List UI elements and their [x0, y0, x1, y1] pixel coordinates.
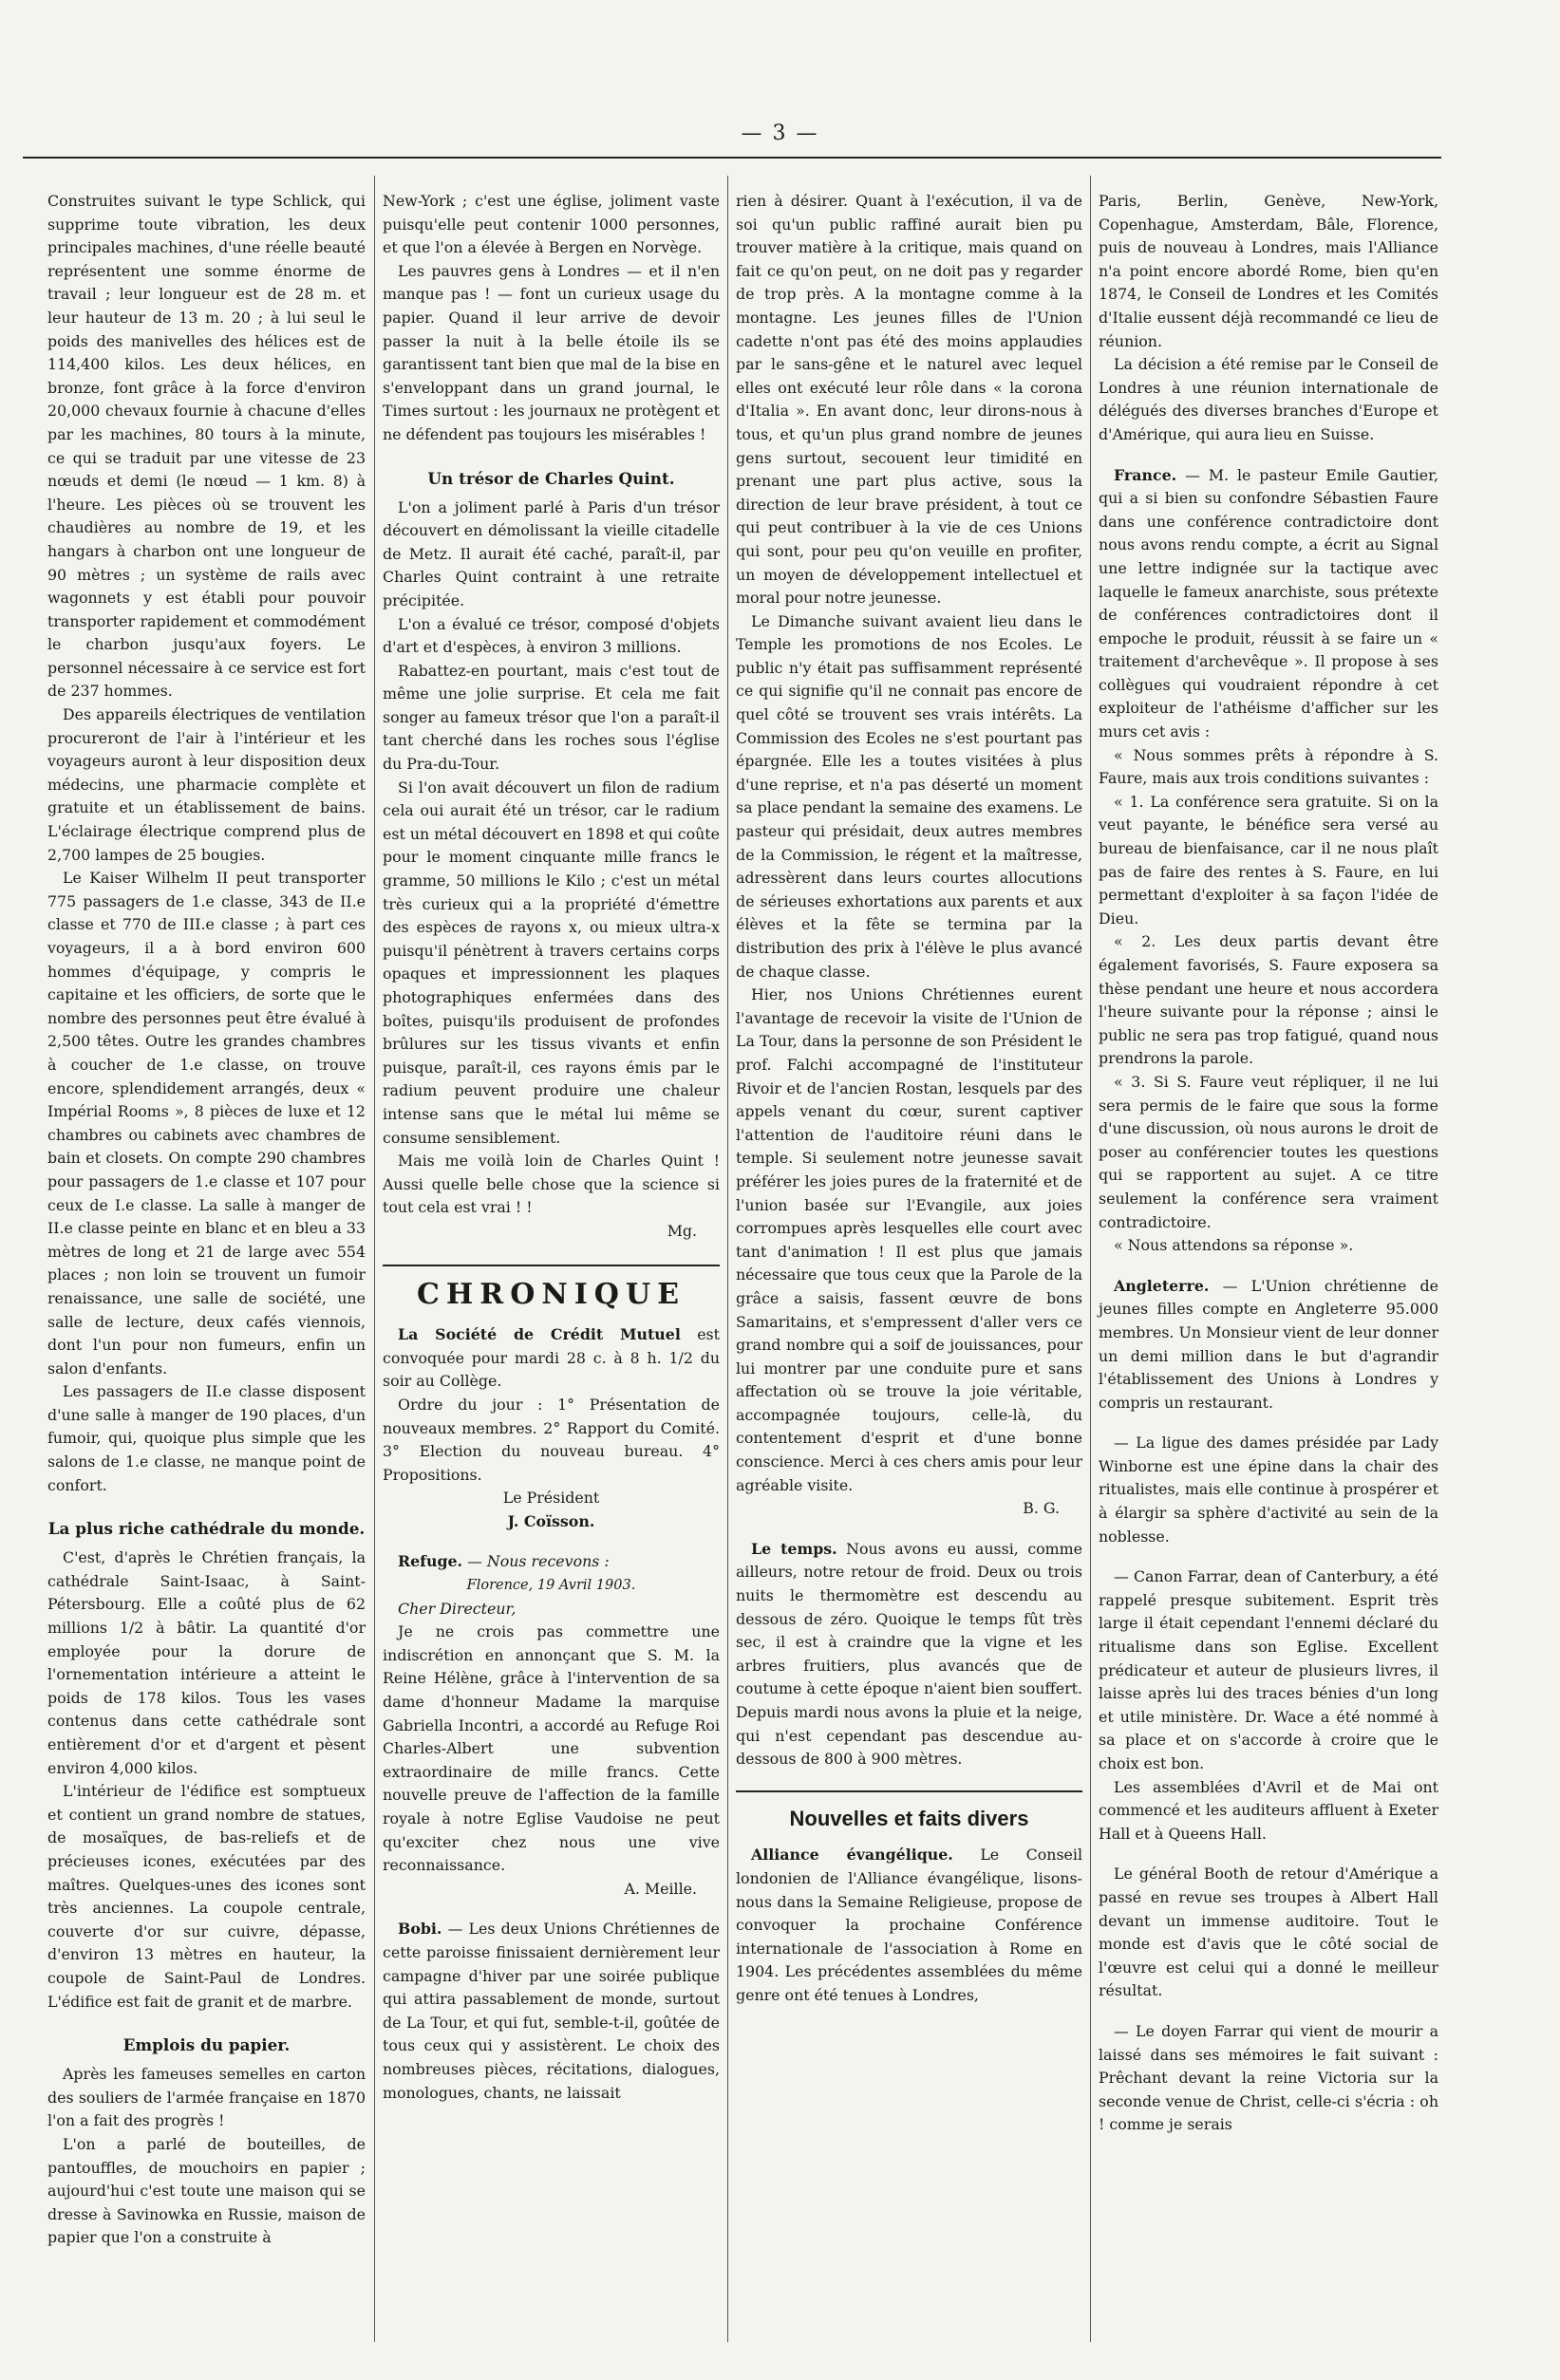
column-divider — [727, 176, 728, 2342]
article-heading: La plus riche cathédrale du monde. — [47, 1519, 366, 1539]
item-lead: France. — [1114, 465, 1177, 484]
item-lead: Alliance évangélique. — [751, 1846, 953, 1865]
item-lead: Refuge. — [398, 1552, 463, 1571]
paragraph: rien à désirer. Quant à l'exécution, il va de soi qu'un public raffiné aurait bien pu trouver matière à la critique, mais quand on fait ce qu'on peut, on ne doit pas y regarder de trop près. A la montagne comme à la montagne. Les jeunes filles de l'Union cadette n'ont pas été des moins applaudies par le sans-gêne et le naturel avec lequel elles ont exécuté leur rôle dans « la corona d'Italia ». En avant donc, leur dirons-nous à tous, et qu'un plus grand nombre de jeunes gens surtout, secouent leur timidité en prenant une part plus active, sous la direction de leur brave président, à tout ce qui peut contribuer à la vie de ces Unions qui sont, pour peu qu'on veuille en profiter, un moyen de développement intellectuel et moral pour notre jeunesse. — [736, 192, 1082, 608]
column-4 — [1099, 190, 1438, 2137]
column-divider — [374, 176, 375, 2342]
section-heading-nouvelles: Nouvelles et faits divers — [736, 1790, 1082, 1831]
chronique-heading: CHRONIQUE — [383, 1265, 720, 1307]
column-1 — [47, 190, 366, 2250]
article-heading: Un trésor de Charles Quint. — [427, 468, 675, 488]
signature: A. Meille. — [624, 1879, 697, 1898]
item-text: — M. le pasteur Emile Gautier, qui a si bien su confondre Sébastien Faure dans une conférence contradictoire dont nous avons rendu compte, a écrit au Signal une lettre indignée sur la tactique avec laquelle le fameux anarchiste, sous prétexte de conférences contradictoires dont il empoche le produit, réussit à se faire un « traitement d'archevêque ». Il propose à ses collègues qui voudraient répondre à cet exploiteur de l'athéisme d'afficher sur les murs cet avis : — [1099, 465, 1438, 741]
item-lead: La Société de Crédit Mutuel — [398, 1325, 681, 1344]
column-3 — [736, 190, 1082, 2008]
paragraph: Le général Booth de retour d'Amérique a passé en revue ses troupes à Albert Hall devant un immense auditoire. Tout le monde est d'avis que le côté social de l'œuvre est celui qui a donné le meilleur résultat. — [1099, 1865, 1438, 2000]
paragraph: — Canon Farrar, dean of Canterbury, a été rappelé presque subitement. Esprit très large il était cependant l'ennemi déclaré du ritualisme dans son Eglise. Excellent prédicateur et auteur de plusieurs livres, il laisse après lui des traces bénies d'un long et utile ministère. Dr. Wace a été nommé à sa place et on s'accorde à croire que le choix est bon. — [1099, 1567, 1438, 1772]
article-heading: Emplois du papier. — [122, 2035, 291, 2055]
item-text: Nous avons eu aussi, comme ailleurs, notre retour de froid. Deux ou trois nuits le thermomètre est descendu au dessous de zéro. Quoique le temps fût très sec, il est à craindre que la vigne et les arbres fruitiers, plus avancés que de coutume à cette époque n'aient bien souffert. Depuis mardi nous avons la pluie et la neige, qui n'est cependant pas descendue au-dessous de 800 à 900 mètres. — [736, 1539, 1082, 1769]
paragraph: Rabattez-en pourtant, mais c'est tout de même une jolie surprise. Et cela me fait songer au fameux trésor que l'on a paraît-il tant cherché dans les roches sous l'église du Pra-du-Tour. — [383, 661, 720, 774]
salutation: Cher Directeur, — [398, 1599, 517, 1618]
paragraph: « 3. Si S. Faure veut répliquer, il ne lui sera permis de le faire que sous la forme d'une discussion, où nous aurons le droit de poser au conférencier toutes les questions qui se rapportent au sujet. A ce titre seulement la conférence sera vraiment contradictoire. — [1099, 1072, 1438, 1231]
paragraph: Si l'on avait découvert un filon de radium cela oui aurait été un trésor, car le radium est un métal découvert en 1898 et qui coûte pour le moment cinquante mille francs le gramme, 50 millions le Kilo ; c'est un métal très curieux qui a la propriété d'émettre des espèces de rayons x, ou mieux ultra-x puisqu'il pénètrent à travers certains corps opaques et impressionnent les plaques photographiques enfermées dans des boîtes, puisqu'ils produisent de profondes brûlures sur les tissus vivants et enfin puisque, paraît-il, ces rayons émis par le radium peuvent produire une chaleur intense sans que le métal lui même se consume sensiblement. — [383, 778, 720, 1147]
paragraph: Les passagers de II.e classe disposent d'une salle à manger de 190 places, d'un fumoir, qui, quoique plus simple que les salons de 1.e classe, ne manque point de confort. — [47, 1382, 366, 1494]
paragraph: L'on a joliment parlé à Paris d'un trésor découvert en démolissant la vieille citadelle de Metz. Il aurait été caché, paraît-il, par Charles Quint contraint à une retraite précipitée. — [383, 497, 720, 609]
paragraph: « Nous attendons sa réponse ». — [1114, 1236, 1354, 1255]
paragraph: Des appareils électriques de ventilation procureront de l'air à l'intérieur et les voyageurs auront à leur disposition deux médecins, une pharmacie complète et gratuite et un établissement de bains. L'éclairage électrique comprend plus de 2,700 lampes de 25 bougies. — [47, 705, 366, 864]
signature: Mg. — [667, 1221, 697, 1240]
paragraph: Les assemblées d'Avril et de Mai ont commencé et les auditeurs affluent à Exeter Hall et à Queens Hall. — [1099, 1777, 1438, 1843]
page-number: — 3 — — [741, 122, 819, 145]
paragraph: L'on a parlé de bouteilles, de pantouffles, de mouchoirs en papier ; aujourd'hui c'est toute une maison qui se dresse à Savinowka en Russie, maison de papier que l'on a construite à — [47, 2134, 366, 2247]
paragraph: Ordre du jour : 1° Présentation de nouveaux membres. 2° Rapport du Comité. 3° Election du nouveau bureau. 4° Propositions. — [383, 1395, 720, 1484]
column-divider — [1090, 176, 1091, 2342]
paragraph: Je ne crois pas commettre une indiscrétion en annonçant que S. M. la Reine Hélène, grâce à l'intervention de sa dame d'honneur Madame la marquise Gabriella Incontri, a accordé au Refuge Roi Charles-Albert une subvention extraordinaire de mille francs. Cette nouvelle preuve de l'affection de la famille royale à notre Eglise Vaudoise ne peut qu'exciter chez nous une vive reconnaissance. — [383, 1622, 720, 1875]
column-2 — [383, 190, 720, 2105]
paragraph: New-York ; c'est une église, joliment vaste puisqu'elle peut contenir 1000 personnes, et que l'on a élevée à Bergen en Norvège. — [383, 192, 720, 257]
paragraph: La décision a été remise par le Conseil de Londres à une réunion internationale de délégués des diverses branches d'Europe et d'Amérique, qui aura lieu en Suisse. — [1099, 355, 1438, 443]
header-rule — [23, 157, 1441, 159]
paragraph: L'intérieur de l'édifice est somptueux et contient un grand nombre de statues, de mosaïques, de bas-reliefs et de précieuses icones, exécutées par des maîtres. Quelques-unes des icones sont très anciennes. La coupole centrale, couverte d'or sur cuivre, dépasse, d'environ 13 mètres en hauteur, la coupole de Saint-Paul de Londres. L'édifice est fait de granit et de marbre. — [47, 1782, 366, 2011]
signature: J. Coïsson. — [507, 1511, 595, 1530]
item-text: est convoquée pour mardi 28 c. à 8 h. 1/2 du soir au Collège. — [383, 1325, 720, 1391]
paragraph: L'on a évalué ce trésor, composé d'objets d'art et d'espèces, à environ 3 millions. — [383, 614, 720, 657]
paragraph: — Le doyen Farrar qui vient de mourir a laissé dans ses mémoires le fait suivant : Prêchant devant la reine Victoria sur la seconde venue de Christ, celle-ci s'écria : oh ! comme je serais — [1099, 2021, 1438, 2134]
paragraph: — La ligue des dames présidée par Lady Winborne est une épine dans la chair des ritualistes, mais elle continue à prospérer et à élargir sa sphère d'activité au sein de la noblesse. — [1099, 1434, 1438, 1546]
signature: B. G. — [1023, 1499, 1060, 1518]
paragraph: Le Dimanche suivant avaient lieu dans le Temple les promotions de nos Ecoles. Le public n'y était pas suffisamment représenté ce qui signifie qu'il ne connait pas encore de quel côté se trouvent ses vrais intérêts. La Commission des Ecoles ne s'est pourtant pas épargnée. Elle les a toutes visitées à plus d'une reprise, et n'a pas déserté un moment sa place pendant la semaine des examens. Le pasteur qui présidait, deux autres membres de la Commission, le régent et la maîtresse, adressèrent dans leurs courtes allocutions de sérieuses exhortations aux parents et aux élèves et la fête se termina par la distribution des prix à l'élève le plus avancé de chaque classe. — [736, 611, 1082, 981]
paragraph: Construites suivant le type Schlick, qui supprime toute vibration, les deux principales machines, d'une réelle beauté représentent une somme énorme de travail ; leur longueur est de 28 m. et leur hauteur de 13 m. 20 ; à lui seul le poids des manivelles des hélices est de 114,400 kilos. Les deux hélices, en bronze, font grâce à la force d'environ 20,000 chevaux fournie à chacune d'elles par les machines, 80 tours à la minute, ce qui se traduit par une vitesse de 23 nœuds et demi (le nœud — 1 km. 8) à l'heure. Les pièces où se trouvent les chaudières au nombre de 19, et les hangars à charbon ont une longueur de 90 mètres ; un système de rails avec wagonnets y est établi pour pouvoir transporter rapidement et commodément le charbon jusqu'aux foyers. Le personnel nécessaire à ce service est fort de 237 hommes. — [47, 192, 366, 701]
paragraph: Hier, nos Unions Chrétiennes eurent l'avantage de recevoir la visite de l'Union de La Tour, dans la personne de son Président le prof. Falchi accompagné de l'instituteur Rivoir et de l'ancien Rostan, lesquels par des appels venant du cœur, surent captiver l'attention de l'auditoire réuni dans le temple. Si seulement notre jeunesse savait préférer les joies pures de la fraternité et de l'union basée sur l'Evangile, aux joies corrompues après lesquelles elle court avec tant d'animation ! Il est plus que jamais nécessaire que tous ceux que la Parole de la grâce a saisis, fassent œuvre de bons Samaritains, et s'empressent d'aller vers ce grand nombre qui a soif de jouissances, pour lui montrer par une conduite pure et sans affectation où se trouve la joie véritable, accompagnée toujours, celle-là, du contentement d'esprit et d'une bonne conscience. Merci à ces chers amis pour leur agréable visite. — [736, 985, 1082, 1494]
signature-title: Le Président — [502, 1489, 600, 1508]
item-text: — Nous recevons : — [467, 1552, 610, 1571]
paragraph: Après les fameuses semelles en carton des souliers de l'armée française en 1870 l'on a fait des progrès ! — [47, 2065, 366, 2130]
paragraph: Le Kaiser Wilhelm II peut transporter 775 passagers de 1.e classe, 343 de II.e classe et 770 de III.e classe ; à part ces voyageurs, il a à bord environ 600 hommes d'équipage, y compris le capitaine et les officiers, de sorte que le nombre des personnes peut être évalué à 2,500 têtes. Outre les grandes chambres à coucher de 1.e classe, on trouve encore, splendidement arrangés, deux « Impérial Rooms », 8 pièces de luxe et 12 chambres ou cabinets avec chambres de bain et closets. On compte 290 chambres pour passagers de 1.e classe et 107 pour ceux de I.e classe. La salle à manger de II.e classe peinte en blanc et en bleu a 33 mètres de long et 21 de large avec 554 places ; non loin se trouvent un fumoir renaissance, une salle de société, une salle de lecture, deux cafés viennois, dont l'un pour non fumeurs, enfin un salon d'enfants. — [47, 869, 366, 1377]
paragraph: Les pauvres gens à Londres — et il n'en manque pas ! — font un curieux usage du papier. Quand il leur arrive de devoir passer la nuit à la belle étoile ils se garantissent tant bien que mal de la bise en s'enveloppant dans un grand journal, le Times surtout : les journaux ne protègent et ne défendent pas toujours les misérables ! — [383, 261, 720, 443]
paragraph: « 2. Les deux partis devant être également favorisés, S. Faure exposera sa thèse pendant une heure et nous accorderа l'heure suivante pour la réponse ; ainsi le public ne sera pas trop fatigué, quand nous prendrons la parole. — [1099, 932, 1438, 1068]
paragraph: « 1. La conférence sera gratuite. Si on la veut payante, le bénéfice sera versé au bureau de bienfaisance, car il ne nous plaît pas de faire des rentes à S. Faure, en lui permettant d'exploiter à sa façon l'idée de Dieu. — [1099, 792, 1438, 928]
paragraph: C'est, d'après le Chrétien français, la cathédrale Saint-Isaac, à Saint-Pétersbourg. Elle a coûté plus de 62 millions 1/2 à bâtir. La quantité d'or employée pour la dorure de l'ornementation intérieure a atteint le poids de 178 kilos. Tous les vases contenus dans cette cathédrale sont entièrement d'or et d'argent et pèsent environ 4,000 kilos. — [47, 1548, 366, 1777]
paragraph: Paris, Berlin, Genève, New-York, Copenhague, Amsterdam, Bâle, Florence, puis de nouveau à Londres, mais l'Alliance n'a point encore abordé Rome, bien qu'en 1874, le Conseil de Londres et les Comités d'Italie eussent déjà recommandé ce lieu de réunion. — [1099, 192, 1438, 350]
letter-date: Florence, 19 Avril 1903. — [466, 1578, 636, 1594]
item-text: — L'Union chrétienne de jeunes filles compte en Angleterre 95.000 membres. Un Monsieur vient de leur donner un demi million dans le but d'agrandir l'établissement des Unions à Londres y compris un restaurant. — [1099, 1276, 1438, 1412]
item-text: — Les deux Unions Chrétiennes de cette paroisse finissaient dernièrement leur campagne d'hiver par une soirée publique qui attira passablement de monde, surtout de La Tour, et qui fut, semble-t-il, goûtée de tous ceux qui y assistèrent. Le choix des nombreuses pièces, récitations, dialogues, monologues, chants, ne laissait — [383, 1920, 720, 2102]
paragraph: « Nous sommes prêts à répondre à S. Faure, mais aux trois conditions suivantes : — [1099, 745, 1438, 788]
paragraph: Mais me voilà loin de Charles Quint ! Aussi quelle belle chose que la science si tout cela est vrai ! ! — [383, 1152, 720, 1217]
item-lead: Bobi. — [398, 1920, 442, 1939]
item-lead: Angleterre. — [1114, 1276, 1210, 1295]
item-lead: Le temps. — [751, 1539, 837, 1558]
item-text: Le Conseil londonien de l'Alliance évangélique, lisons-nous dans la Semaine Religieuse, propose de convoquer la prochaine Conférence internationale de l'association à Rome en 1904. Les précédentes assemblées du même genre ont été tenues à Londres, — [736, 1846, 1082, 2004]
